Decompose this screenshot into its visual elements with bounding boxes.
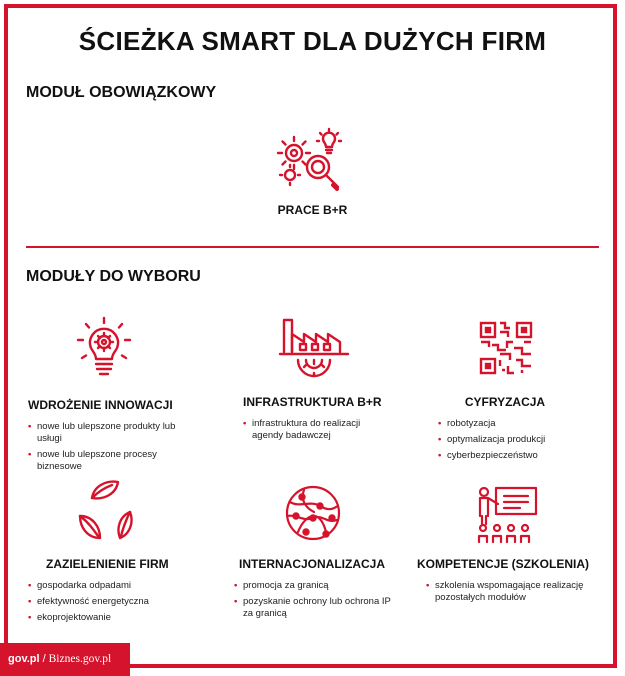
list-item: • robotyzacja: [438, 418, 588, 430]
footer-gov-link[interactable]: gov.pl: [8, 653, 40, 665]
lightbulb-gear-icon: [74, 314, 134, 380]
recycle-leaves-icon: [70, 476, 140, 544]
factory-gear-icon: [278, 314, 350, 380]
footer-biznes-link[interactable]: Biznes.gov.pl: [48, 653, 112, 665]
mandatory-heading: MODUŁ OBOWIĄZKOWY: [26, 84, 217, 101]
footer-bar: [0, 643, 130, 676]
list-item: • nowe lub ulepszone produkty lub usługi: [28, 421, 188, 445]
module-label-internacjonalizacja: INTERNACJONALIZACJA: [239, 557, 386, 571]
list-item: • ekoprojektowanie: [28, 612, 198, 624]
module-list-wdrozenie-innowacji: [28, 421, 188, 477]
module-label-zazielenienie: ZAZIELENIENIE FIRM: [46, 557, 169, 571]
module-label-kompetencje: KOMPETENCJE (SZKOLENIA): [417, 557, 590, 571]
list-item: • gospodarka odpadami: [28, 580, 198, 592]
module-list-cyfryzacja: [438, 418, 588, 466]
module-list-internacjonalizacja: [234, 580, 399, 624]
module-label-infrastruktura: INFRASTRUKTURA B+R: [243, 395, 382, 409]
list-item: • efektywność energetyczna: [28, 596, 198, 608]
qr-code-icon: [478, 320, 534, 376]
list-item: • pozyskanie ochrony lub ochrona IP za granicą: [234, 596, 399, 620]
training-presentation-icon: [474, 484, 540, 546]
list-item: • szkolenia wspomagające realizację pozostałych modułów: [426, 580, 596, 604]
module-list-zazielenienie: [28, 580, 198, 628]
globe-network-icon: [282, 482, 344, 544]
list-item: • promocja za granicą: [234, 580, 399, 592]
list-item: • infrastruktura do realizacji agendy badawczej: [243, 418, 393, 442]
section-divider: [26, 246, 599, 248]
list-item: • optymalizacja produkcji: [438, 434, 588, 446]
footer-separator: /: [42, 653, 46, 665]
module-label-wdrozenie-innowacji: WDROŻENIE INNOWACJI: [28, 398, 173, 412]
mandatory-module-label: PRACE B+R: [277, 203, 348, 217]
page-title: ŚCIEŻKA SMART DLA DUŻYCH FIRM: [78, 26, 547, 56]
module-label-cyfryzacja: CYFRYZACJA: [464, 395, 546, 409]
module-list-kompetencje: [426, 580, 596, 608]
optional-heading: MODUŁY DO WYBORU: [26, 268, 201, 285]
list-item: • cyberbezpieczeństwo: [438, 450, 588, 462]
gears-magnifier-lightbulb-icon: [276, 125, 350, 197]
list-item: • nowe lub ulepszone procesy biznesowe: [28, 449, 188, 473]
module-list-infrastruktura: [243, 418, 393, 446]
